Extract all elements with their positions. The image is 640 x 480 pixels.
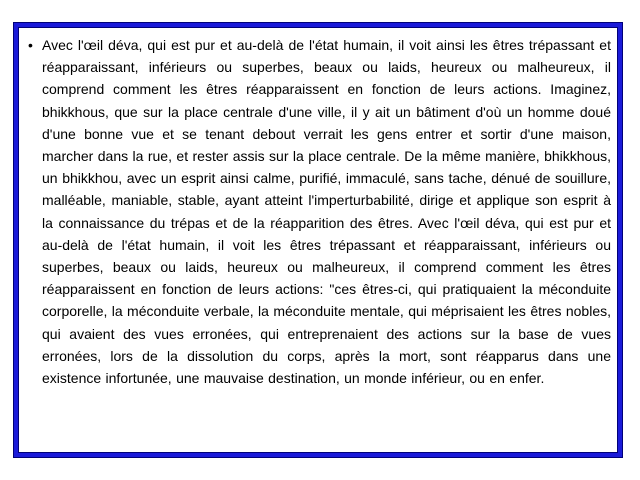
bullet-item [28, 34, 611, 389]
bullet-marker: • [28, 37, 33, 53]
text-box [14, 23, 622, 457]
bullet-paragraph: Avec l'œil déva, qui est pur et au-delà de l'état humain, il voit ainsi les êtres trépassant et réapparaissant, inférieurs ou superbes, beaux ou laids, heureux ou malheureux, il comprend comment les êtres réapparaissent en fonction de leurs actions. Imaginez, bhikkhous, que sur la place centrale d'une ville, il y ait un bâtiment d'où un homme doué d'une bonne vue et se tenant debout verrait les gens entrer et sortir d'une maison, marcher dans la rue, et rester assis sur la place centrale. De la même manière, bhikkhous, un bhikkhou, avec un esprit ainsi calme, purifié, immaculé, sans tache, dénué de souillure, malléable, maniable, stable, ayant atteint l'imperturbabilité, dirige et applique son esprit à la connaissance du trépas et de la réapparition des êtres. Avec l'œil déva, qui est pur et au-delà de l'état humain, il voit les êtres trépassant et réapparaissant, inférieurs ou superbes, beaux ou laids, heureux ou malheureux, il comprend comment les êtres réapparaissent en fonction de leurs actions: "ces êtres-ci, qui pratiquaient la méconduite corporelle, la méconduite verbale, la méconduite mentale, qui méprisaient les êtres nobles, qui avaient des vues erronées, qui entreprenaient des actions sur la base de vues erronées, lors de la dissolution du corps, après la mort, sont réapparus dans une existence infortunée, une mauvaise destination, un monde inférieur, ou en enfer. [42, 37, 611, 387]
